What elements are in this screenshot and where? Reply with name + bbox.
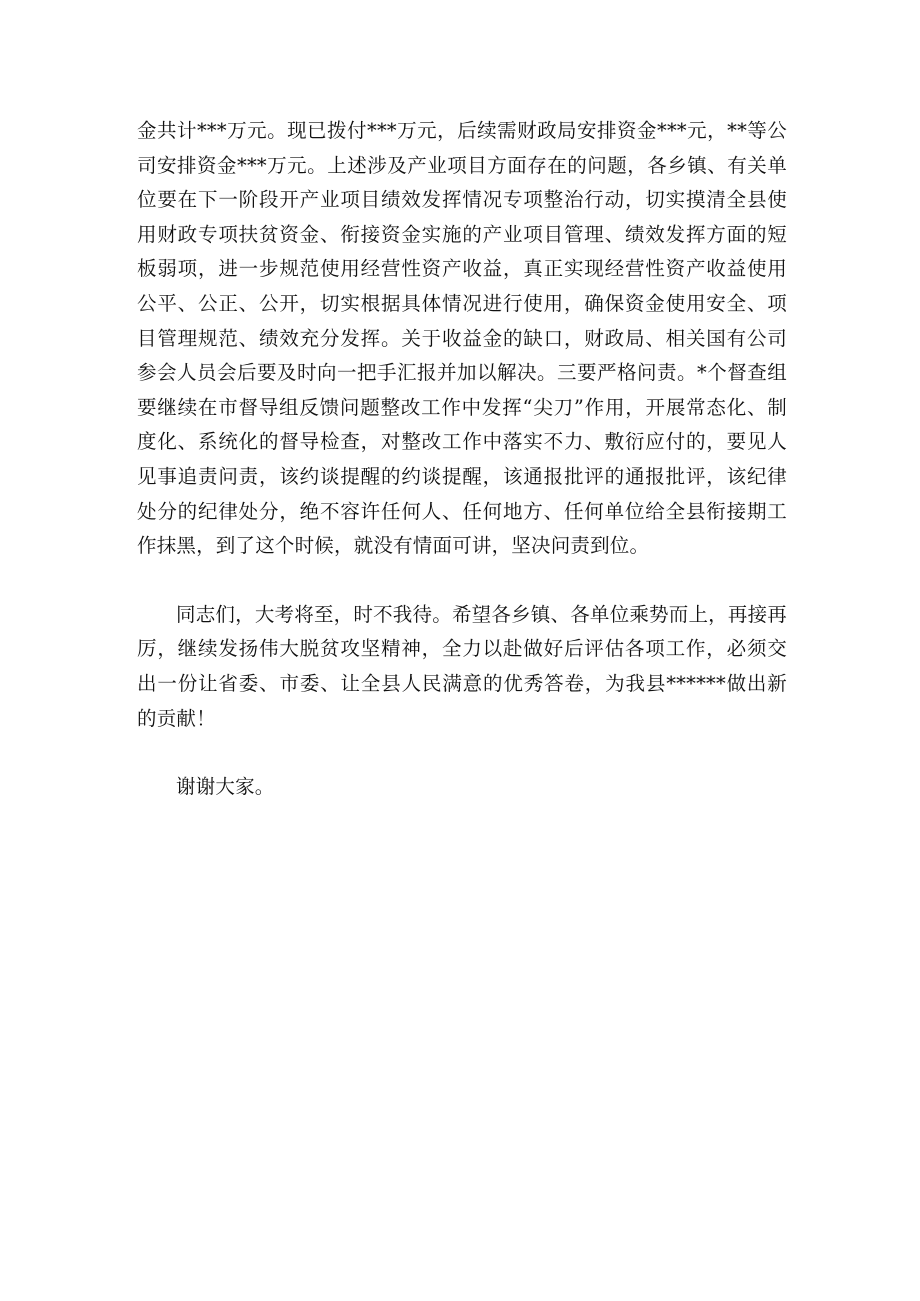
paragraph-continued: 金共计***万元。现已拨付***万元，后续需财政局安排资金***元，**等公司安排资金***万元。上述涉及产业项目方面存在的问题，各乡镇、有关单位要在下一阶段开产业项目绩效发挥情况专项整治行动，切实摸清全县使用财政专项扶贫资金、衔接资金实施的产业项目管理、绩效发挥方面的短板弱项，进一步规范使用经营性资产收益，真正实现经营性资产收益使用公平、公正、公开，切实根据具体情况进行使用，确保资金使用安全、项目管理规范、绩效充分发挥。关于收益金的缺口，财政局、相关国有公司参会人员会后要及时向一把手汇报并加以解决。三要严格问责。*个督查组要继续在市督导组反馈问题整改工作中发挥“尖刀”作用，开展常态化、制度化、系统化的督导检查，对整改工作中落实不力、敷衍应付的，要见人见事追责问责，该约谈提醒的约谈提醒，该通报批评的通报批评，该纪律处分的纪律处分，绝不容许任何人、任何地方、任何单位给全县衔接期工作抹黑，到了这个时候，就没有情面可讲，坚决问责到位。 (137, 119, 787, 558)
document-body (137, 114, 787, 805)
paragraph-thanks: 谢谢大家。 (176, 775, 275, 799)
paragraph-closing-remarks: 同志们，大考将至，时不我待。希望各乡镇、各单位乘势而上，再接再厉，继续发扬伟大脱贫攻坚精神，全力以赴做好后评估各项工作，必须交出一份让省委、市委、让全县人民满意的优秀答卷，为我县******做出新的贡献！ (137, 602, 787, 730)
